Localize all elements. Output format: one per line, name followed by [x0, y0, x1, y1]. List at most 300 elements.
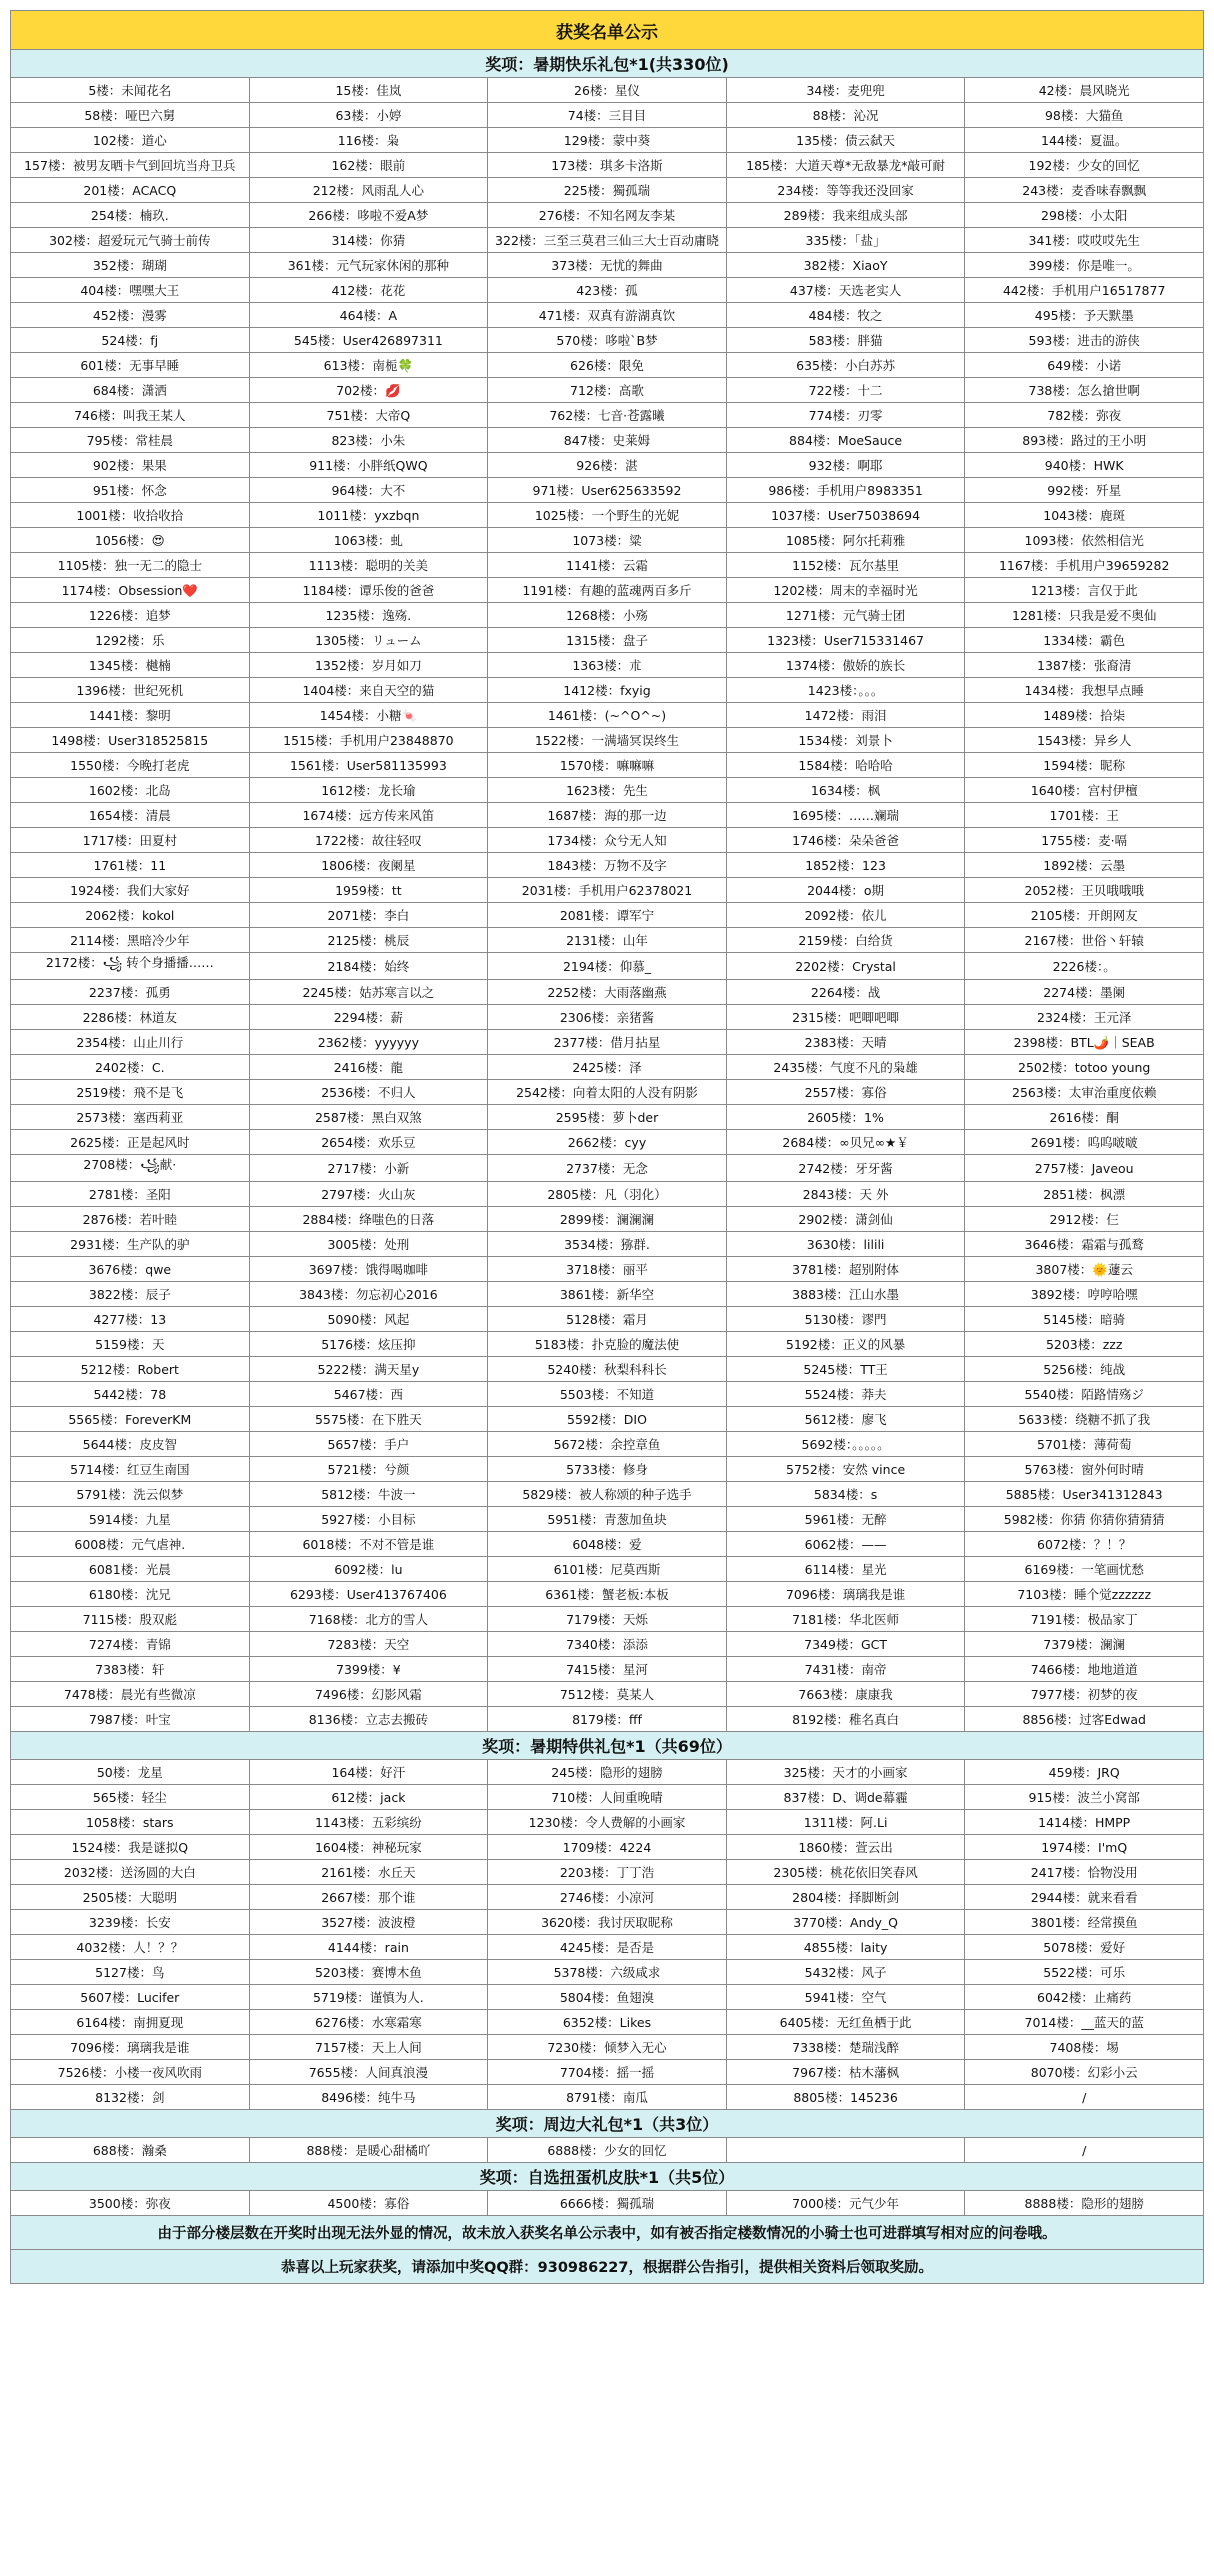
winner-cell: 2081楼：谭军宁 [488, 903, 727, 928]
winner-row [11, 1632, 1204, 1657]
winner-cell: 1843楼：万物不及字 [488, 853, 727, 878]
winner-cell: 1623楼：先生 [488, 778, 727, 803]
winner-cell: 2324楼：王元泽 [965, 1005, 1204, 1030]
winner-row [11, 1357, 1204, 1382]
winner-cell: 74楼：三目目 [488, 103, 727, 128]
winner-cell: 8888楼：隐形的翅膀 [965, 2191, 1204, 2216]
section-header-row [11, 2110, 1204, 2138]
winner-row [11, 453, 1204, 478]
winner-cell: 225楼：獨孤瑞 [488, 178, 727, 203]
winner-row [11, 1105, 1204, 1130]
winner-row [11, 1182, 1204, 1207]
winner-cell: 1093楼：依然相信光 [965, 528, 1204, 553]
winner-cell: 911楼：小胖纸QWQ [249, 453, 488, 478]
winner-cell: 1472楼：雨泪 [726, 703, 965, 728]
winner-cell: 746楼：叫我王某人 [11, 403, 250, 428]
winner-cell: 7466楼：地地道道 [965, 1657, 1204, 1682]
winner-cell: 1374楼：傲娇的族长 [726, 653, 965, 678]
winner-cell: 782楼：弥夜 [965, 403, 1204, 428]
section-heading: 奖项：暑期特供礼包*1（共69位） [11, 1732, 1204, 1760]
winner-cell: 2417楼：恰物没用 [965, 1860, 1204, 1885]
winner-cell: 1174楼：Obsession❤️ [11, 578, 250, 603]
winner-cell: 8070楼：幻彩小云 [965, 2060, 1204, 2085]
winner-cell: 6042楼：止痛药 [965, 1985, 1204, 2010]
winner-cell: 545楼：User426897311 [249, 328, 488, 353]
winner-cell: 314楼：你猜 [249, 228, 488, 253]
winner-cell: 2264楼：战 [726, 980, 965, 1005]
winner-cell: 234楼：等等我还没回家 [726, 178, 965, 203]
winner-row [11, 1155, 1204, 1182]
winner-cell: 902楼：果果 [11, 453, 250, 478]
winner-cell: 464楼：A [249, 303, 488, 328]
winner-cell: 2884楼：绛嗤色的日落 [249, 1207, 488, 1232]
winner-cell: 7512楼：莫某人 [488, 1682, 727, 1707]
winner-cell: 26楼：星仪 [488, 78, 727, 103]
winner-cell: 298楼：小太阳 [965, 203, 1204, 228]
winner-cell: 612楼：jack [249, 1785, 488, 1810]
winner-cell: 1524楼：我是谜拟Q [11, 1835, 250, 1860]
notice-text: 恭喜以上玩家获奖，请添加中奖QQ群：930986227，根据群公告指引，提供相关资料后领取奖励。 [11, 2250, 1204, 2284]
winner-cell: 6169楼：一笔画忧愁 [965, 1557, 1204, 1582]
winner-cell: 192楼：少女的回忆 [965, 153, 1204, 178]
winner-cell: 1323楼：User715331467 [726, 628, 965, 653]
winner-cell: 7379楼：澜澜 [965, 1632, 1204, 1657]
winner-cell: 1268楼：小殇 [488, 603, 727, 628]
winner-cell: 7340楼：添添 [488, 1632, 727, 1657]
winner-cell: 3861楼：新华空 [488, 1282, 727, 1307]
winner-cell: 3822楼：辰子 [11, 1282, 250, 1307]
winner-cell: 1570楼：嘛嘛嘛 [488, 753, 727, 778]
winner-row [11, 1835, 1204, 1860]
winner-cell: 1534楼：刘景卜 [726, 728, 965, 753]
winner-cell: 2114楼：黑暗冷少年 [11, 928, 250, 953]
winner-cell: 129楼：蒙中葵 [488, 128, 727, 153]
winner-cell: 7230楼：倾梦入无心 [488, 2035, 727, 2060]
winner-cell: 951楼：怀念 [11, 478, 250, 503]
winner-cell: 6072楼：？！？ [965, 1532, 1204, 1557]
winner-cell: 712楼：高歌 [488, 378, 727, 403]
winner-cell: 144楼：夏温。 [965, 128, 1204, 153]
winner-cell: 245楼：隐形的翅膀 [488, 1760, 727, 1785]
winner-cell: 2912楼：仨 [965, 1207, 1204, 1232]
winner-cell: 6048楼：爱 [488, 1532, 727, 1557]
section-header-row [11, 50, 1204, 78]
winner-cell: 3697楼：饿得喝咖啡 [249, 1257, 488, 1282]
winner-cell: 7096楼：璃璃我是谁 [726, 1582, 965, 1607]
winner-cell: 5575楼：在下胜天 [249, 1407, 488, 1432]
winner-cell: 1058楼：stars [11, 1810, 250, 1835]
winner-row [11, 503, 1204, 528]
winner-cell: 5130楼：谬門 [726, 1307, 965, 1332]
winner-row [11, 278, 1204, 303]
winner-cell: 5644楼：皮皮智 [11, 1432, 250, 1457]
winner-cell: 1454楼：小糖🍬 [249, 703, 488, 728]
winner-cell: 1167楼：手机用户39659282 [965, 553, 1204, 578]
winner-cell: 2519楼：飛不是飞 [11, 1080, 250, 1105]
winner-cell: 722楼：十二 [726, 378, 965, 403]
winner-cell: 1037楼：User75038694 [726, 503, 965, 528]
winner-row [11, 1382, 1204, 1407]
winner-cell: 1113楼：聪明的关美 [249, 553, 488, 578]
winner-cell: 7103楼：睡个觉zzzzzz [965, 1582, 1204, 1607]
winner-row [11, 2191, 1204, 2216]
winners-table [10, 10, 1204, 2284]
winner-cell: 2159楼：白给货 [726, 928, 965, 953]
winner-row [11, 2138, 1204, 2163]
winner-cell: 5378楼：六级咸求 [488, 1960, 727, 1985]
winner-cell: 932楼：啊耶 [726, 453, 965, 478]
winner-cell: 2851楼：枫漂 [965, 1182, 1204, 1207]
winner-cell: 5951楼：青葱加鱼块 [488, 1507, 727, 1532]
winner-cell: 613楼：南栀🍀 [249, 353, 488, 378]
winner-cell: 6114楼：星光 [726, 1557, 965, 1582]
winner-row [11, 1055, 1204, 1080]
winner-cell: 7168楼：北方的雪人 [249, 1607, 488, 1632]
winner-cell: 2286楼：林道友 [11, 1005, 250, 1030]
winner-cell: 1543楼：异乡人 [965, 728, 1204, 753]
winner-cell: 1011楼：yxzbqn [249, 503, 488, 528]
winner-cell: 2105楼：开朗网友 [965, 903, 1204, 928]
winner-cell: 1654楼：清晨 [11, 803, 250, 828]
winner-row [11, 1860, 1204, 1885]
winner-cell: 63楼：小婷 [249, 103, 488, 128]
winner-cell: 3883楼：江山水墨 [726, 1282, 965, 1307]
winner-cell: 2662楼：cyy [488, 1130, 727, 1155]
winner-cell: 1143楼：五彩缤纷 [249, 1810, 488, 1835]
winner-cell: 2536楼：不归人 [249, 1080, 488, 1105]
winner-cell: 254楼：楠玖. [11, 203, 250, 228]
winner-cell: 5927楼：小目标 [249, 1507, 488, 1532]
winner-cell: 2362楼：yyyyyy [249, 1030, 488, 1055]
winner-cell: 4144楼：rain [249, 1935, 488, 1960]
winner-cell: 635楼：小白苏苏 [726, 353, 965, 378]
winner-row [11, 153, 1204, 178]
winner-cell: 3843楼：勿忘初心2016 [249, 1282, 488, 1307]
winner-cell: 601楼：无事早睡 [11, 353, 250, 378]
winner-row [11, 1532, 1204, 1557]
winner-cell: 5721楼：兮颜 [249, 1457, 488, 1482]
winner-row [11, 628, 1204, 653]
winner-cell: 2625楼：正是起风时 [11, 1130, 250, 1155]
winner-cell: 173楼：琪多卡洛斯 [488, 153, 727, 178]
winner-cell: 837楼：D、调de幕霾 [726, 1785, 965, 1810]
winner-cell: 2032楼：送汤圆的大白 [11, 1860, 250, 1885]
winner-cell: 1755楼：麦·嗝 [965, 828, 1204, 853]
winner-cell: 2245楼：姑苏寒言以之 [249, 980, 488, 1005]
winner-cell: 1423楼：。。。 [726, 678, 965, 703]
winner-cell: 1387楼：张裔清 [965, 653, 1204, 678]
winner-cell: 2125楼：桃辰 [249, 928, 488, 953]
winner-cell: 6092楼：lu [249, 1557, 488, 1582]
winner-cell: 5432楼：风子 [726, 1960, 965, 1985]
winner-row [11, 980, 1204, 1005]
notice-text: 由于部分楼层数在开奖时出现无法外显的情况，故未放入获奖名单公示表中，如有被否指定楼数情况的小骑士也可进群填写相对应的问卷哦。 [11, 2216, 1204, 2250]
notice-row [11, 2216, 1204, 2250]
winner-row [11, 678, 1204, 703]
winner-cell: 2252楼：大雨落幽燕 [488, 980, 727, 1005]
winner-cell: / [965, 2138, 1204, 2163]
winner-cell: 1515楼：手机用户23848870 [249, 728, 488, 753]
winner-cell: 2161楼：水丘天 [249, 1860, 488, 1885]
winner-cell: 2131楼：山年 [488, 928, 727, 953]
winner-cell: 2944楼：就来看看 [965, 1885, 1204, 1910]
winner-cell: 2398楼：BTL🌶️｜SEAB [965, 1030, 1204, 1055]
winner-row [11, 1005, 1204, 1030]
winner-cell: 7415楼：星河 [488, 1657, 727, 1682]
winner-cell: 1152楼：瓦尔基里 [726, 553, 965, 578]
winner-cell: 3239楼：长安 [11, 1910, 250, 1935]
winner-cell: 7431楼：南帝 [726, 1657, 965, 1682]
winner-cell: 5145楼：暗骑 [965, 1307, 1204, 1332]
winner-cell: 2563楼：太审治重度依赖 [965, 1080, 1204, 1105]
winner-cell: 5714楼：红豆生南国 [11, 1457, 250, 1482]
winner-cell: 884楼：MoeSauce [726, 428, 965, 453]
winner-row [11, 1282, 1204, 1307]
winner-row [11, 1760, 1204, 1785]
winner-cell: 1722楼：故往轻叹 [249, 828, 488, 853]
winner-cell: 4245楼：是否是 [488, 1935, 727, 1960]
winner-cell: 276楼：不知名网友李某 [488, 203, 727, 228]
winner-cell: 325楼：天才的小画家 [726, 1760, 965, 1785]
winner-cell: 1860楼：萱云出 [726, 1835, 965, 1860]
winner-cell: 1717楼：田夏村 [11, 828, 250, 853]
winner-cell: 5834楼：s [726, 1482, 965, 1507]
winner-cell: 1043楼：鹿斑 [965, 503, 1204, 528]
winner-row [11, 878, 1204, 903]
winner-cell: 751楼：大帝Q [249, 403, 488, 428]
winner-row [11, 1657, 1204, 1682]
winner-cell: 2052楼：王贝哦哦哦 [965, 878, 1204, 903]
winner-cell: 1634楼：枫 [726, 778, 965, 803]
winner-row [11, 103, 1204, 128]
winner-cell: 4032楼：人！？？ [11, 1935, 250, 1960]
winner-cell: 5203楼：zzz [965, 1332, 1204, 1357]
winner-row [11, 378, 1204, 403]
winner-row [11, 1307, 1204, 1332]
winner-cell: 795楼：常桂晨 [11, 428, 250, 453]
winner-cell: 570楼：哆啦`B梦 [488, 328, 727, 353]
winner-cell: 2354楼：山止川行 [11, 1030, 250, 1055]
winner-cell: 702楼：💋 [249, 378, 488, 403]
winner-cell: 2031楼：手机用户62378021 [488, 878, 727, 903]
winner-cell: 7496楼：幻影风霜 [249, 1682, 488, 1707]
winner-cell: 3005楼：处刑 [249, 1232, 488, 1257]
winner-cell: 8791楼：南瓜 [488, 2085, 727, 2110]
winner-cell: 2237楼：孤勇 [11, 980, 250, 1005]
winner-cell: 7987楼：叶宝 [11, 1707, 250, 1732]
winner-row [11, 1507, 1204, 1532]
winner-cell: 2797楼：火山灰 [249, 1182, 488, 1207]
winner-cell: 1604楼：神秘玩家 [249, 1835, 488, 1860]
winner-cell: 2595楼：萝卜der [488, 1105, 727, 1130]
winner-cell: 1311楼：阿.Li [726, 1810, 965, 1835]
winner-cell: 2737楼：无念 [488, 1155, 727, 1182]
winner-cell: 5522楼：可乐 [965, 1960, 1204, 1985]
winner-cell: 1001楼：收拾收拾 [11, 503, 250, 528]
winner-cell: 5222楼：满天星y [249, 1357, 488, 1382]
winner-cell: 1734楼：众兮无人知 [488, 828, 727, 853]
winner-cell: 992楼：歼星 [965, 478, 1204, 503]
winner-cell: 5961楼：无醉 [726, 1507, 965, 1532]
winner-row [11, 403, 1204, 428]
winner-cell: 2202楼：Crystal [726, 953, 965, 980]
winner-row [11, 353, 1204, 378]
winner-cell: 5791楼：洗云似梦 [11, 1482, 250, 1507]
winner-row [11, 78, 1204, 103]
winner-cell: 2931楼：生产队的驴 [11, 1232, 250, 1257]
winner-cell: 5128楼：霜月 [488, 1307, 727, 1332]
winner-cell: 335楼：「盐」 [726, 228, 965, 253]
winner-cell: 5941楼：空气 [726, 1985, 965, 2010]
winner-cell: 5203楼：赛博木鱼 [249, 1960, 488, 1985]
winner-cell: 7181楼：华北医师 [726, 1607, 965, 1632]
winner-cell: 1085楼：阿尔托莉雅 [726, 528, 965, 553]
winner-cell: 6405楼：无红鱼栖于此 [726, 2010, 965, 2035]
winner-cell: 2742楼：牙牙酱 [726, 1155, 965, 1182]
winner-cell: 5733楼：修身 [488, 1457, 727, 1482]
winner-cell: 2194楼：仰慕_ [488, 953, 727, 980]
winner-cell: 2167楼：世俗丶轩辕 [965, 928, 1204, 953]
winner-cell: 762楼：七音·苍露曦 [488, 403, 727, 428]
winner-cell: 2804楼：择脚断剑 [726, 1885, 965, 1910]
winner-cell: 8805楼：145236 [726, 2085, 965, 2110]
winner-cell: 2062楼：kokol [11, 903, 250, 928]
winner-cell: 266楼：哆啦不爱A梦 [249, 203, 488, 228]
winner-row [11, 2060, 1204, 2085]
winner-cell: 1281楼：只我是爱不奥仙 [965, 603, 1204, 628]
winner-cell: 2616楼：酮 [965, 1105, 1204, 1130]
winner-row [11, 1232, 1204, 1257]
winner-cell: 1141楼：云霜 [488, 553, 727, 578]
winner-row [11, 953, 1204, 980]
winner-cell: 688楼：瀚桑 [11, 2138, 250, 2163]
winner-cell: 5245楼：TT王 [726, 1357, 965, 1382]
winner-cell: 2899楼：澜澜澜 [488, 1207, 727, 1232]
winner-cell: 8856楼：过客Edwad [965, 1707, 1204, 1732]
winner-cell [726, 2138, 965, 2163]
winner-cell: 212楼：风雨乱人心 [249, 178, 488, 203]
winner-cell: 1292楼：乐 [11, 628, 250, 653]
winner-cell: 5672楼：余控章鱼 [488, 1432, 727, 1457]
winner-cell: 5090楼：风起 [249, 1307, 488, 1332]
winner-cell: 1271楼：元气骑士团 [726, 603, 965, 628]
winner-cell: 7191楼：极品家丁 [965, 1607, 1204, 1632]
winner-cell: 7274楼：青锦 [11, 1632, 250, 1657]
winner-cell: 3630楼：lilili [726, 1232, 965, 1257]
winner-cell: 2876楼：若叶睦 [11, 1207, 250, 1232]
winner-cell: 1434楼：我想早点睡 [965, 678, 1204, 703]
winner-row [11, 1785, 1204, 1810]
winner-cell: 58楼：哑巴六舅 [11, 103, 250, 128]
winner-cell: 7478楼：晨光有些微凉 [11, 1682, 250, 1707]
winner-cell: 5212楼：Robert [11, 1357, 250, 1382]
winner-cell: 1315楼：盘子 [488, 628, 727, 653]
winner-row [11, 1960, 1204, 1985]
section-heading: 奖项：自选扭蛋机皮肤*1（共5位） [11, 2163, 1204, 2191]
winner-cell: 50楼：龙星 [11, 1760, 250, 1785]
winner-cell: 738楼：怎么搶世啊 [965, 378, 1204, 403]
winner-cell: 915楼：波兰小窝部 [965, 1785, 1204, 1810]
winner-cell: 459楼：JRQ [965, 1760, 1204, 1785]
winner-cell: 2605楼：1% [726, 1105, 965, 1130]
winner-cell: 5183楼：扑克脸的魔法使 [488, 1332, 727, 1357]
winner-cell: 2226楼：。 [965, 953, 1204, 980]
winner-row [11, 203, 1204, 228]
winner-cell: 5633楼：绕糖不抓了我 [965, 1407, 1204, 1432]
winner-cell: 847楼：史莱姆 [488, 428, 727, 453]
winner-cell: 1105楼：独一无二的隐士 [11, 553, 250, 578]
winner-cell: 34楼：麦兜兜 [726, 78, 965, 103]
winner-row [11, 228, 1204, 253]
winner-cell: 1352楼：岁月如刀 [249, 653, 488, 678]
winner-cell: 8192楼：稚名真白 [726, 1707, 965, 1732]
winner-cell: 4855楼：laity [726, 1935, 965, 1960]
winner-cell: 5192楼：正义的风暴 [726, 1332, 965, 1357]
winner-cell: 1404楼：来自天空的猫 [249, 678, 488, 703]
winner-cell: 289楼：我来组成头部 [726, 203, 965, 228]
winner-row [11, 1910, 1204, 1935]
winner-cell: 5657楼：手户 [249, 1432, 488, 1457]
winner-cell: 2383楼：天晴 [726, 1030, 965, 1055]
winner-cell: 1345楼：樾楠 [11, 653, 250, 678]
winner-cell: 164楼：好汗 [249, 1760, 488, 1785]
winner-row [11, 1080, 1204, 1105]
winner-cell: 6361楼：蟹老板:本板 [488, 1582, 727, 1607]
winner-cell: 2667楼：那个谁 [249, 1885, 488, 1910]
winner-cell: 1412楼：fxyig [488, 678, 727, 703]
winner-cell: 1924楼：我们大家好 [11, 878, 250, 903]
winner-cell: 5612楼：廖飞 [726, 1407, 965, 1432]
winner-cell: 3718楼：丽平 [488, 1257, 727, 1282]
winner-cell: 2274楼：墨阑 [965, 980, 1204, 1005]
winner-cell: 2377楼：借月拈星 [488, 1030, 727, 1055]
winner-cell: 4277楼：13 [11, 1307, 250, 1332]
winner-cell: 940楼：HWK [965, 453, 1204, 478]
winner-cell: 2805楼：凡（羽化） [488, 1182, 727, 1207]
winner-row [11, 1482, 1204, 1507]
winner-cell: 1550楼：今晚打老虎 [11, 753, 250, 778]
winner-cell: 7399楼：¥ [249, 1657, 488, 1682]
winner-cell: 2557楼：寡俗 [726, 1080, 965, 1105]
winner-cell: 6101楼：尼莫西斯 [488, 1557, 727, 1582]
winner-cell: 2505楼：大聪明 [11, 1885, 250, 1910]
winner-cell: 5540楼：陌路情殇ジ [965, 1382, 1204, 1407]
winner-cell: 5763楼：窗外何时晴 [965, 1457, 1204, 1482]
winner-cell: 7655楼：人间真浪漫 [249, 2060, 488, 2085]
winner-cell: 1687楼：海的那一边 [488, 803, 727, 828]
winner-row [11, 578, 1204, 603]
winner-cell: 7096楼：璃璃我是谁 [11, 2035, 250, 2060]
winner-cell: 1498楼：User318525815 [11, 728, 250, 753]
winner-row [11, 853, 1204, 878]
winner-row [11, 653, 1204, 678]
winner-cell: 201楼：ACACQ [11, 178, 250, 203]
winner-cell: 8496楼：纯牛马 [249, 2085, 488, 2110]
winner-cell: 583楼：胖猫 [726, 328, 965, 353]
winner-cell: 1489楼：拾柒 [965, 703, 1204, 728]
section-header-row [11, 1732, 1204, 1760]
winner-cell: 1806楼：夜阑星 [249, 853, 488, 878]
winner-cell: 4500楼：寡俗 [249, 2191, 488, 2216]
winner-cell: 2587楼：黑白双煞 [249, 1105, 488, 1130]
winner-cell: 5256楼：纯战 [965, 1357, 1204, 1382]
winner-cell: 2717楼：小新 [249, 1155, 488, 1182]
winner-cell: 649楼：小诺 [965, 353, 1204, 378]
winner-cell: 2757楼：Javeou [965, 1155, 1204, 1182]
winner-cell: 986楼：手机用户8983351 [726, 478, 965, 503]
winner-cell: 8136楼：立志去搬砖 [249, 1707, 488, 1732]
winner-cell: 162楼：眼前 [249, 153, 488, 178]
